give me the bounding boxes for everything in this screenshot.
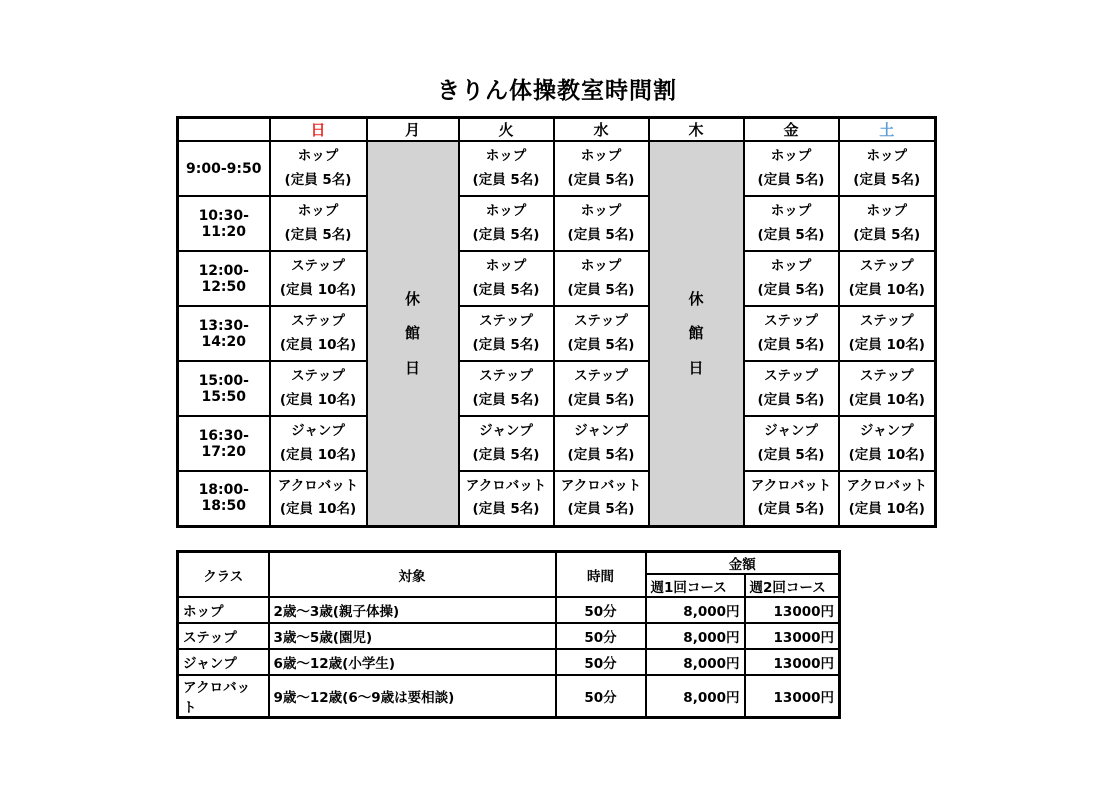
class-name: ホップ (485, 202, 527, 219)
schedule-cell-wed (554, 196, 649, 251)
class-capacity: (定員 10名) (279, 391, 357, 408)
schedule-cell-wed (554, 471, 649, 526)
pricing-class: ホップ (178, 597, 269, 623)
pricing-header-target: 対象 (269, 552, 556, 598)
pricing-header-week2: 週2回コース (745, 574, 840, 597)
class-name: ホップ (485, 257, 527, 274)
class-name: ステップ (764, 312, 818, 329)
class-capacity: (定員 5名) (567, 171, 635, 188)
time-slot-label: 9:00-9:50 (178, 141, 270, 196)
pricing-week1-price: 8,000円 (646, 675, 745, 718)
class-capacity: (定員 5名) (567, 226, 635, 243)
class-name: ホップ (580, 202, 622, 219)
pricing-duration: 50分 (556, 623, 646, 649)
schedule-cell-tue (459, 251, 554, 306)
class-capacity: (定員 5名) (472, 391, 540, 408)
pricing-week2-price: 13000円 (745, 675, 840, 718)
class-name: アクロバット (846, 477, 928, 494)
schedule-cell-tue (459, 361, 554, 416)
day-header-thursday: 木 (649, 118, 744, 142)
class-capacity: (定員 10名) (279, 281, 357, 298)
closed-day-cell-thursday (649, 141, 744, 526)
pricing-week2-price: 13000円 (745, 649, 840, 675)
class-capacity: (定員 10名) (848, 446, 925, 463)
class-capacity: (定員 5名) (284, 226, 352, 243)
schedule-cell-sun (270, 416, 367, 471)
class-name: ステップ (479, 367, 533, 384)
pricing-header-week1: 週1回コース (646, 574, 745, 597)
page-title: きりん体操教室時間割 (437, 78, 677, 104)
pricing-target: 3歳〜5歳(園児) (269, 623, 556, 649)
class-capacity: (定員 5名) (472, 171, 540, 188)
class-capacity: (定員 5名) (472, 226, 540, 243)
schedule-cell-sun (270, 471, 367, 526)
schedule-header-row (178, 118, 936, 142)
schedule-row (178, 416, 936, 471)
pricing-target: 6歳〜12歳(小学生) (269, 649, 556, 675)
schedule-row (178, 251, 936, 306)
schedule-cell-sun (270, 361, 367, 416)
schedule-row (178, 306, 936, 361)
schedule-table (176, 116, 937, 528)
class-capacity: (定員 10名) (279, 501, 357, 518)
schedule-cell-sat (839, 306, 936, 361)
time-slot-label: 15:00-15:50 (178, 361, 270, 416)
pricing-week2-price: 13000円 (745, 597, 840, 623)
schedule-cell-fri (744, 361, 839, 416)
schedule-cell-fri (744, 196, 839, 251)
time-slot-label: 10:30-11:20 (178, 196, 270, 251)
pricing-class: アクロバット (178, 675, 269, 718)
pricing-table (176, 550, 841, 719)
day-header-sunday: 日 (270, 118, 367, 142)
class-capacity: (定員 10名) (279, 446, 357, 463)
class-name: ホップ (866, 147, 907, 164)
pricing-duration: 50分 (556, 649, 646, 675)
pricing-class: ステップ (178, 623, 269, 649)
closed-day-label: 休館日 (405, 289, 421, 377)
pricing-header-row (178, 552, 840, 575)
class-name: ステップ (574, 312, 628, 329)
class-capacity: (定員 5名) (757, 336, 825, 353)
schedule-row (178, 471, 936, 526)
class-capacity: (定員 5名) (472, 281, 540, 298)
day-header-friday: 金 (744, 118, 839, 142)
schedule-cell-tue (459, 416, 554, 471)
pricing-row (178, 675, 840, 718)
schedule-row (178, 196, 936, 251)
class-capacity: (定員 5名) (853, 226, 921, 243)
pricing-header-duration: 時間 (556, 552, 646, 598)
class-capacity: (定員 5名) (757, 226, 825, 243)
class-name: ホップ (770, 147, 812, 164)
pricing-week1-price: 8,000円 (646, 597, 745, 623)
schedule-cell-sat (839, 416, 936, 471)
class-name: ステップ (291, 257, 345, 274)
schedule-cell-tue (459, 196, 554, 251)
schedule-cell-sat (839, 141, 936, 196)
schedule-cell-fri (744, 306, 839, 361)
class-name: ジャンプ (764, 422, 818, 439)
schedule-cell-tue (459, 471, 554, 526)
schedule-cell-tue (459, 306, 554, 361)
class-name: ホップ (580, 257, 622, 274)
schedule-cell-wed (554, 416, 649, 471)
day-header-monday: 月 (367, 118, 459, 142)
pricing-duration: 50分 (556, 597, 646, 623)
schedule-cell-sun (270, 196, 367, 251)
schedule-cell-fri (744, 141, 839, 196)
schedule-cell-wed (554, 306, 649, 361)
class-name: ステップ (859, 367, 914, 384)
closed-day-cell-monday (367, 141, 459, 526)
class-capacity: (定員 10名) (848, 391, 925, 408)
closed-day-label: 休館日 (688, 289, 704, 377)
schedule-cell-fri (744, 471, 839, 526)
class-name: ホップ (297, 202, 339, 219)
class-name: アクロバット (750, 477, 832, 494)
schedule-cell-sun (270, 251, 367, 306)
class-name: ホップ (580, 147, 622, 164)
class-name: ステップ (291, 367, 345, 384)
class-name: アクロバット (560, 477, 642, 494)
class-name: ジャンプ (479, 422, 533, 439)
pricing-row (178, 597, 840, 623)
class-name: ジャンプ (859, 422, 914, 439)
schedule-row (178, 141, 936, 196)
schedule-cell-wed (554, 361, 649, 416)
class-capacity: (定員 5名) (472, 336, 540, 353)
corner-cell (178, 118, 270, 142)
class-capacity: (定員 5名) (757, 281, 825, 298)
class-capacity: (定員 10名) (848, 501, 925, 518)
pricing-header-class: クラス (178, 552, 269, 598)
time-slot-label: 13:30-14:20 (178, 306, 270, 361)
pricing-week1-price: 8,000円 (646, 649, 745, 675)
schedule-cell-tue (459, 141, 554, 196)
schedule-cell-wed (554, 251, 649, 306)
time-slot-label: 12:00-12:50 (178, 251, 270, 306)
pricing-row (178, 649, 840, 675)
time-slot-label: 16:30-17:20 (178, 416, 270, 471)
schedule-row (178, 361, 936, 416)
day-header-saturday: 土 (839, 118, 936, 142)
time-slot-label: 18:00-18:50 (178, 471, 270, 526)
pricing-row (178, 623, 840, 649)
class-capacity: (定員 5名) (284, 171, 352, 188)
class-name: ホップ (297, 147, 339, 164)
pricing-header-price: 金額 (646, 552, 840, 575)
pricing-target: 9歳〜12歳(6〜9歳は要相談) (269, 675, 556, 718)
schedule-cell-sat (839, 251, 936, 306)
day-header-tuesday: 火 (459, 118, 554, 142)
class-capacity: (定員 5名) (567, 281, 635, 298)
schedule-cell-sun (270, 306, 367, 361)
class-name: ステップ (574, 367, 628, 384)
pricing-class: ジャンプ (178, 649, 269, 675)
pricing-week1-price: 8,000円 (646, 623, 745, 649)
class-name: アクロバット (465, 477, 547, 494)
schedule-cell-sun (270, 141, 367, 196)
class-capacity: (定員 5名) (567, 446, 635, 463)
class-capacity: (定員 5名) (567, 336, 635, 353)
class-name: ステップ (479, 312, 533, 329)
class-name: ホップ (770, 257, 812, 274)
class-name: ホップ (770, 202, 812, 219)
class-name: ステップ (764, 367, 818, 384)
schedule-cell-sat (839, 196, 936, 251)
class-capacity: (定員 5名) (757, 391, 825, 408)
class-capacity: (定員 5名) (567, 391, 635, 408)
class-name: ジャンプ (291, 422, 345, 439)
pricing-week2-price: 13000円 (745, 623, 840, 649)
pricing-target: 2歳〜3歳(親子体操) (269, 597, 556, 623)
class-name: ステップ (859, 312, 914, 329)
class-capacity: (定員 5名) (472, 501, 540, 518)
schedule-cell-sat (839, 471, 936, 526)
class-name: ステップ (291, 312, 345, 329)
class-name: アクロバット (277, 477, 359, 494)
class-capacity: (定員 10名) (848, 336, 925, 353)
class-capacity: (定員 5名) (757, 501, 825, 518)
class-capacity: (定員 5名) (472, 446, 540, 463)
class-capacity: (定員 5名) (757, 446, 825, 463)
schedule-cell-fri (744, 416, 839, 471)
schedule-cell-sat (839, 361, 936, 416)
class-capacity: (定員 10名) (279, 336, 357, 353)
class-capacity: (定員 5名) (567, 501, 635, 518)
day-header-wednesday: 水 (554, 118, 649, 142)
class-name: ホップ (866, 202, 907, 219)
schedule-cell-fri (744, 251, 839, 306)
class-name: ステップ (859, 257, 914, 274)
schedule-cell-wed (554, 141, 649, 196)
class-capacity: (定員 5名) (757, 171, 825, 188)
pricing-duration: 50分 (556, 675, 646, 718)
class-name: ジャンプ (574, 422, 628, 439)
class-name: ホップ (485, 147, 527, 164)
class-capacity: (定員 10名) (848, 281, 925, 298)
class-capacity: (定員 5名) (853, 171, 921, 188)
